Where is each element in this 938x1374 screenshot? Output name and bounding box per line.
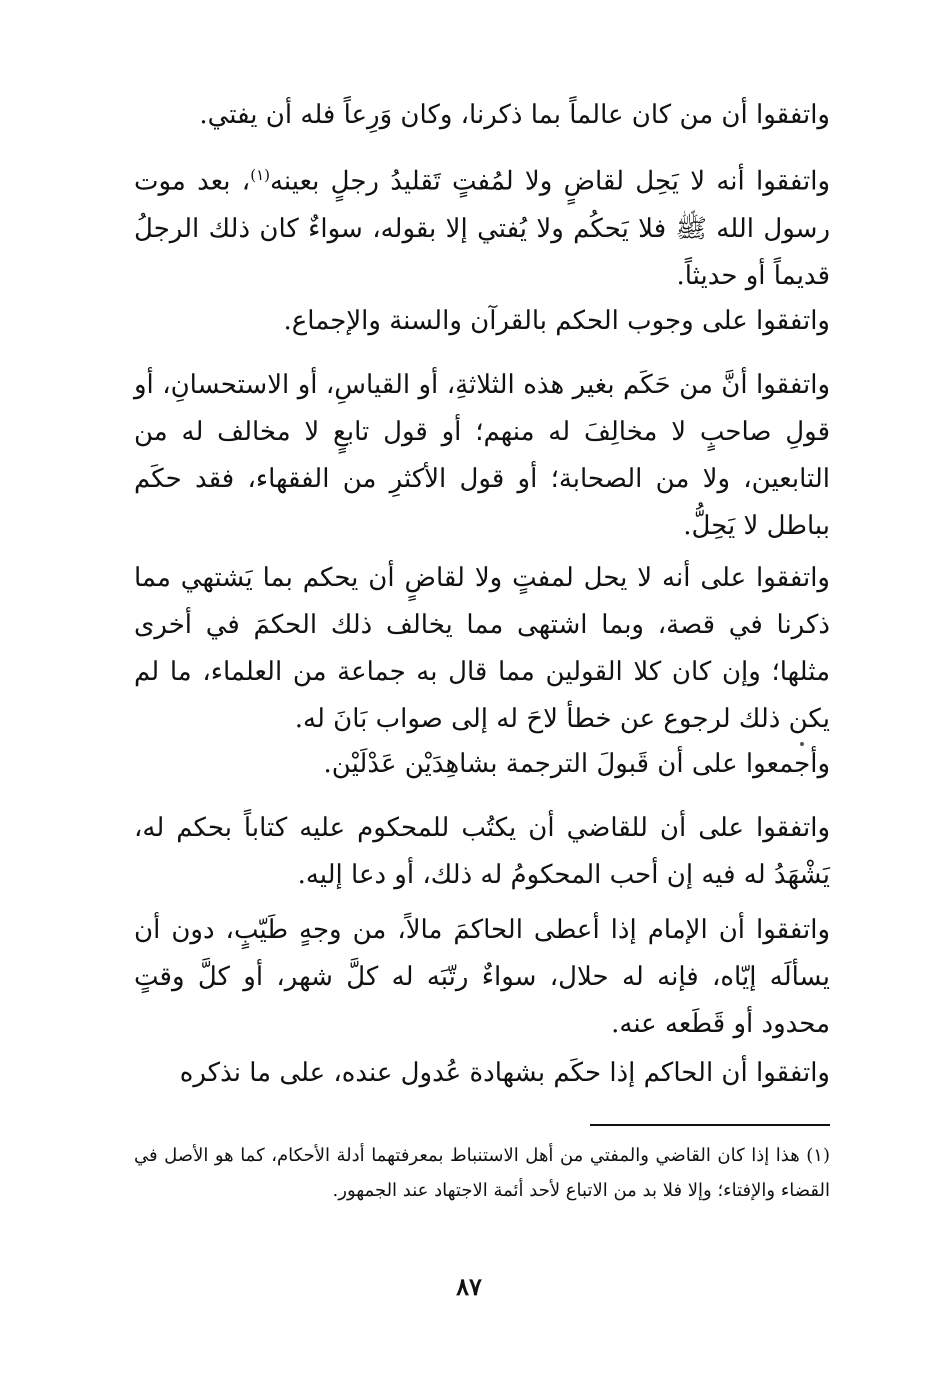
footnote-text: (١) هذا إذا كان القاضي والمفتي من أهل الاستنباط بمعرفتهما أدلة الأحكام، كما هو الأصل في القضاء والإفتاء؛ وإلا فلا بد من الاتباع لأحد أئمة الاجتهاد عند الجمهور. [134,1145,830,1201]
paragraph-1: واتفقوا أن من كان عالماً بما ذكرنا، وكان وَرِعاً فله أن يفتي. [199,100,830,130]
paragraph-2-end: ، بعد موت رسول الله ﷺ فلا يَحكُم ولا يُفتي إلا بقوله، سواءٌ كان ذلك الرجلُ قديماً أو حديثاً. [134,166,830,291]
paragraph-3: واتفقوا على وجوب الحكم بالقرآن والسنة والإجماع. [283,306,830,336]
page-number: ٨٧ [456,1272,482,1301]
paragraph-4: واتفقوا أنَّ من حَكَم بغير هذه الثلاثةِ، أو القياسِ، أو الاستحسانِ، أو قولِ صاحبٍ لا مخالِفَ له منهم؛ أو قول تابعٍ لا مخالف له من التابعين، ولا من الصحابة؛ أو قول الأكثرِ من الفقهاء، فقد حكَم بباطل لا يَحِلُّ. [134,370,830,541]
scan-speck [800,742,804,746]
paragraph-2-start: واتفقوا أنه لا يَحِل لقاضٍ ولا لمُفتٍ تَقليدُ رجلٍ بعينه [269,166,830,197]
paragraph-9: واتفقوا أن الحاكم إذا حكَم بشهادة عُدول عنده، على ما نذكره [179,1058,830,1088]
footnote-reference[interactable]: (١) [250,166,270,184]
footnote-divider [590,1124,830,1126]
paragraph-5: واتفقوا على أنه لا يحل لمفتٍ ولا لقاضٍ أن يحكم بما يَشتهي مما ذكرنا في قصة، وبما اشتهى مما يخالف ذلك الحكمَ في أخرى مثلها؛ وإن كان كلا القولين مما قال به جماعة من العلماء، ما لم يكن ذلك لرجوع عن خطأ لاحَ له إلى صواب بَانَ له. [134,563,830,734]
paragraph-7: واتفقوا على أن للقاضي أن يكتُب للمحكوم عليه كتاباً بحكم له، يَشْهَدُ له فيه إن أحب المحكومُ له ذلك، أو دعا إليه. [134,813,830,890]
paragraph-6: وأجمعوا على أن قَبولَ الترجمة بشاهِدَيْن عَدْلَيْن. [323,749,830,779]
paragraph-2 [134,152,830,300]
paragraph-8: واتفقوا أن الإمام إذا أعطى الحاكمَ مالاً، من وجهٍ طَيّبٍ، دون أن يسألَه إيّاه، فإنه له حلال، سواءٌ رتّبَه له كلَّ شهر، أو كلَّ وقتٍ محدود أو قَطَعه عنه. [134,915,830,1039]
